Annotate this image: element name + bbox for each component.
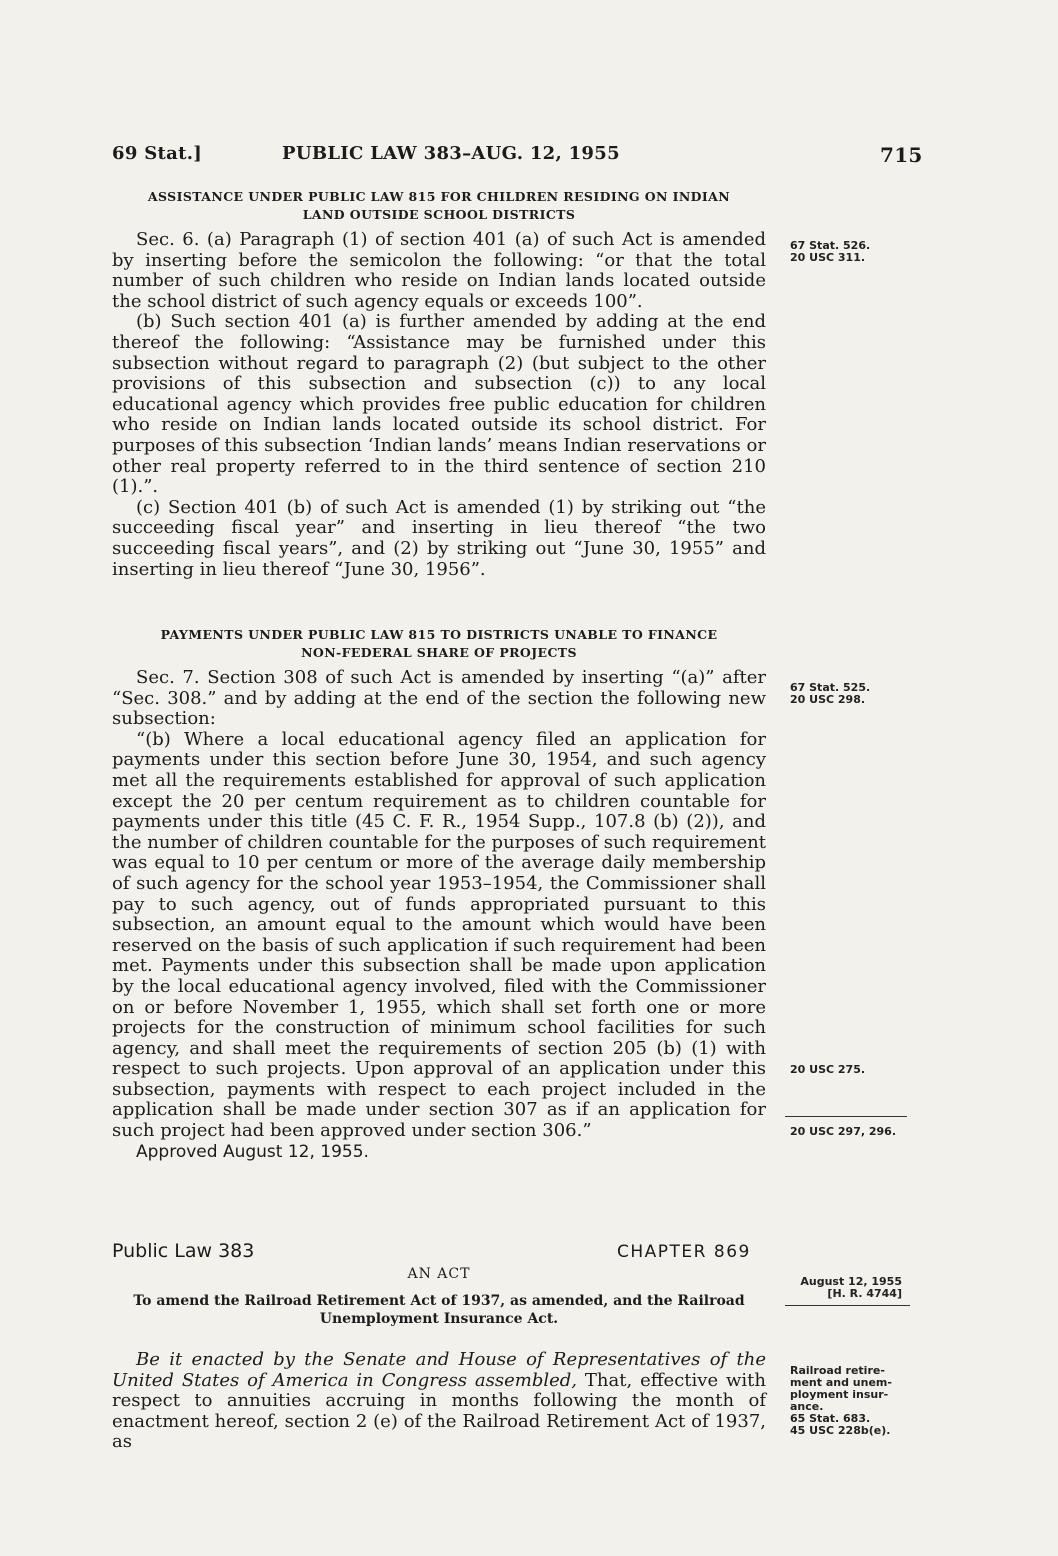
running-head-center: PUBLIC LAW 383–AUG. 12, 1955 [282, 143, 620, 164]
margin-note-sec7: 67 Stat. 525. 20 USC 298. [790, 681, 871, 706]
margin-note-usc275: 20 USC 275. [790, 1063, 866, 1076]
margin-rule [785, 1116, 907, 1117]
enacting-text: That, effective with respect to annuities accruing in months following the month of enactment hereof, section 2 (e) of the Railroad Retirement Act of 1937, as [112, 1369, 766, 1453]
section-7-heading: PAYMENTS UNDER PUBLIC LAW 815 TO DISTRICTS UNABLE TO FINANCE NON-FEDERAL SHARE OF PROJECTS [160, 627, 718, 660]
margin-note-railroad: Railroad retire- ment and unem- ployment insur- ance. 65 Stat. 683. 45 USC 228b(e). [790, 1364, 892, 1437]
margin-note-date: August 12, 1955 [H. R. 4744] [800, 1275, 902, 1300]
chapter-number: CHAPTER 869 [617, 1242, 751, 1262]
an-act-label: AN ACT [407, 1266, 471, 1282]
section-6-paragraph-a: Sec. 6. (a) Paragraph (1) of section 401 (a) of such Act is amended by inserting before the semicolon the following: “or that the total number of such children who reside on Indian lands located outside the school district of such agency equals or exceeds 100”. [112, 229, 766, 312]
running-head-left: 69 Stat.] [112, 143, 203, 164]
section-7-paragraph-intro: Sec. 7. Section 308 of such Act is amended by inserting “(a)” after “Sec. 308.” and by adding at the end of the section the following new subsection: [112, 667, 766, 730]
section-6-paragraph-b: (b) Such section 401 (a) is further amended by adding at the end thereof the following: “Assistance may be furnished under this subsection without regard to paragraph (2) (but subject to the other provisions of this subsection and subsection (c)) to any local educational agency which provides free public education for children who reside on Indian lands located outside its school district. For purposes of this subsection ‘Indian lands’ means Indian reservations or other real property referred to in the third sentence of section 210 (1).”. [112, 311, 766, 498]
margin-note-usc297: 20 USC 297, 296. [790, 1125, 897, 1138]
section-6-heading: ASSISTANCE UNDER PUBLIC LAW 815 FOR CHILDREN RESIDING ON INDIAN LAND OUTSIDE SCHOOL DISTRICTS [147, 189, 731, 222]
section-7-paragraph-b: “(b) Where a local educational agency filed an application for payments under this section before June 30, 1954, and such agency met all the requirements established for approval of such application except the 20 per centum requirement as to children countable for payments under this title (45 C. F. R., 1954 Supp., 107.8 (b) (2)), and the number of children countable for the purposes of such requirement was equal to 10 per centum or more of the average daily membership of such agency for the school year 1953–1954, the Commissioner shall pay to such agency, out of funds appropriated pursuant to this subsection, an amount equal to the amount which would have been reserved on the basis of such application if such requirement had been met. Payments under this subsection shall be made upon application by the local educational agency involved, filed with the Commissioner on or before November 1, 1955, which shall set forth one or more projects for the construction of minimum school facilities for such agency, and shall meet the requirements of section 205 (b) (1) with respect to such projects. Upon approval of an application under this subsection, payments with respect to each project included in the application shall be made under section 307 as if an application for such project had been approved under section 306.” [112, 728, 766, 1142]
public-law-number: Public Law 383 [112, 1240, 255, 1262]
page-number: 715 [880, 143, 923, 167]
act-title: To amend the Railroad Retirement Act of 1937, as amended, and the Railroad Unemployment Insurance Act. [133, 1293, 745, 1327]
section-6 [112, 188, 766, 580]
date-rule [785, 1305, 910, 1306]
enacting-clause [112, 1350, 766, 1453]
section-6-paragraph-c: (c) Section 401 (b) of such Act is amended (1) by striking out “the succeeding fiscal year” and inserting in lieu thereof “the two succeeding fiscal years”, and (2) by striking out “June 30, 1955” and inserting in lieu thereof “June 30, 1956”. [112, 496, 766, 580]
approval-date: Approved August 12, 1955. [136, 1141, 369, 1162]
enacting-formula: Be it enacted by the Senate and House of Representatives of the United States of America in Congress assembled, [112, 1349, 766, 1391]
section-7 [112, 626, 766, 1162]
margin-note-sec6: 67 Stat. 526. 20 USC 311. [790, 239, 871, 264]
